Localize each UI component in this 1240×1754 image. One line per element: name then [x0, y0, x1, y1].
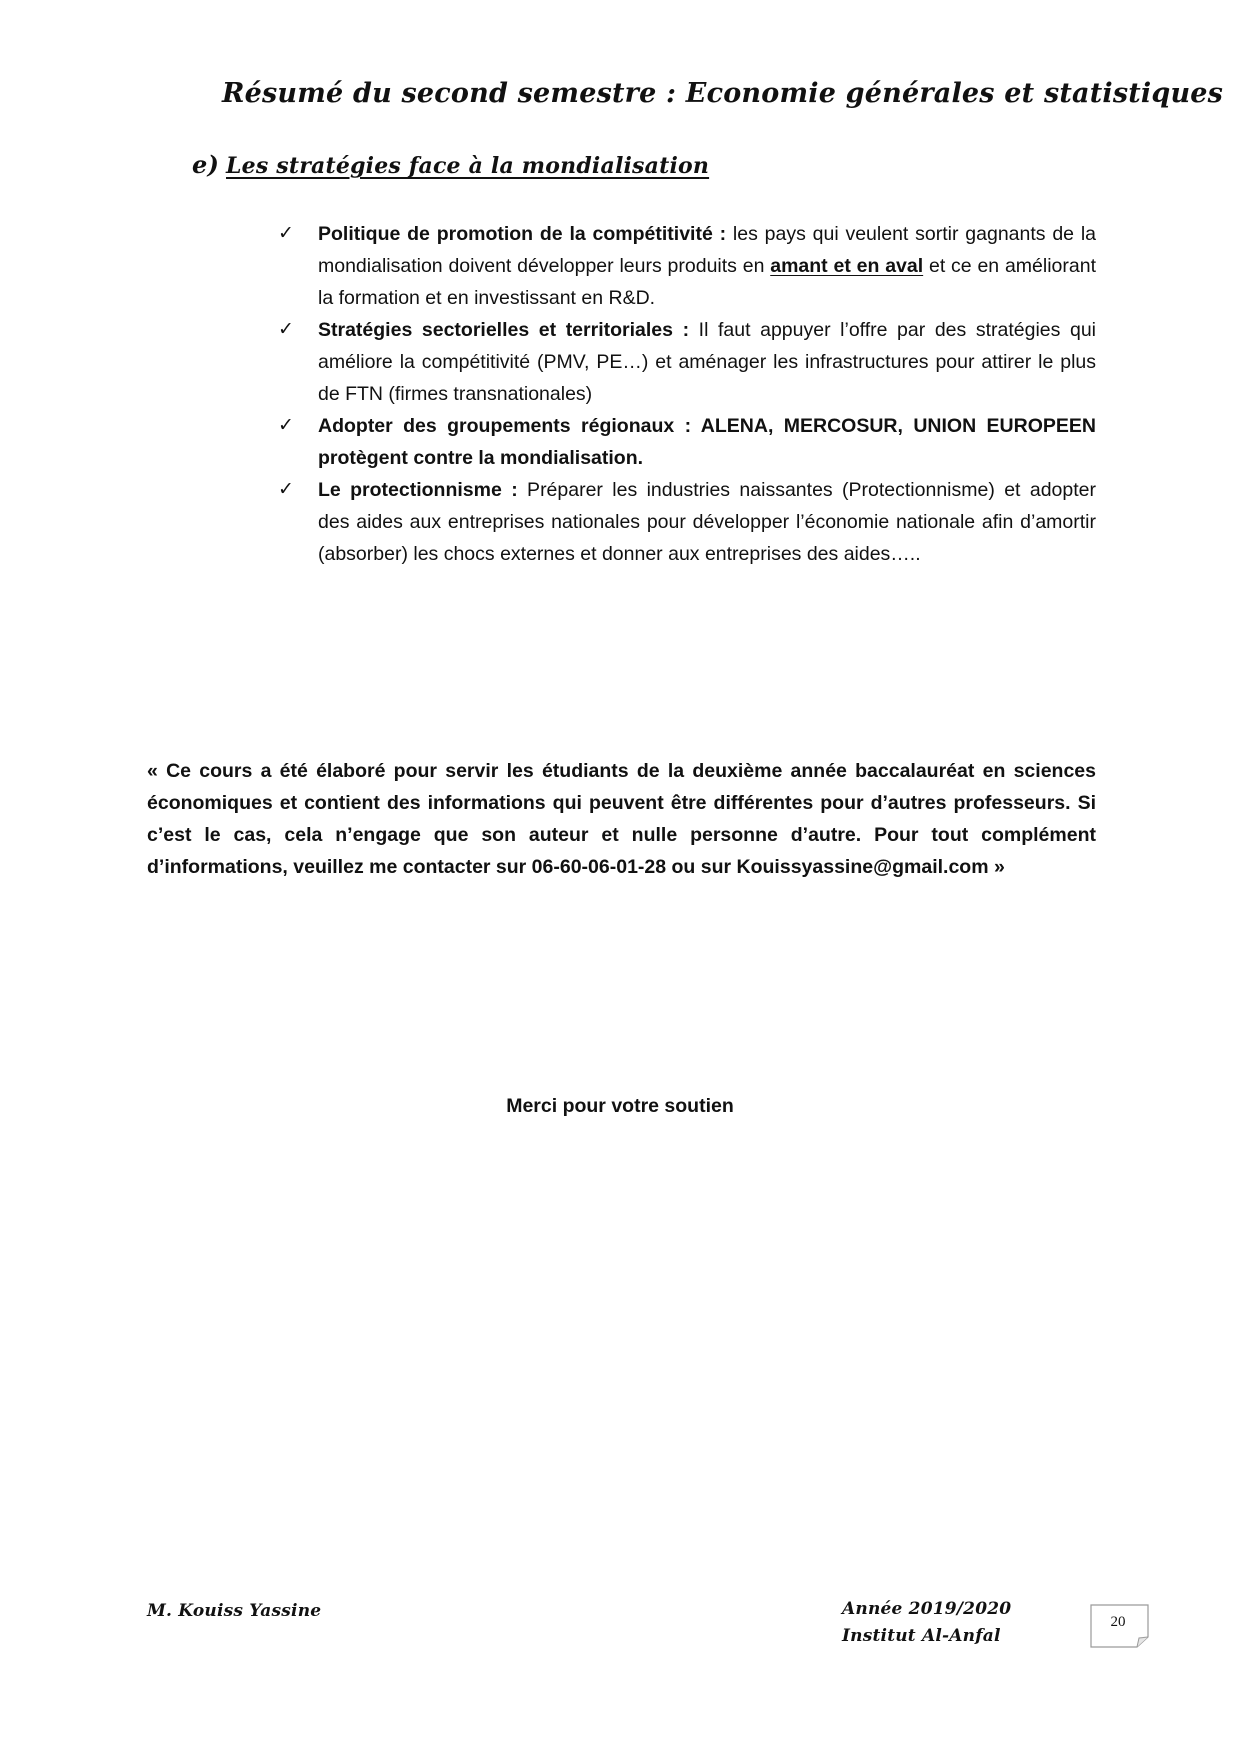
footer-right-block: [842, 1596, 1011, 1650]
bullet-lead: Stratégies sectorielles et territoriales :: [318, 319, 690, 341]
checkmark-icon: ✓: [278, 415, 294, 436]
list-item: [270, 314, 1096, 410]
page-number: 20: [1110, 1614, 1126, 1630]
checkmark-icon: ✓: [278, 319, 294, 340]
section-letter: e): [192, 150, 220, 179]
bullet-lead: Adopter des groupements régionaux : ALENA, MERCOSUR, UNION EUROPEEN protègent contre la mondialisation.: [318, 415, 1096, 469]
list-item: [270, 218, 1096, 314]
list-item: [270, 474, 1096, 570]
footer-institute: Institut Al-Anfal: [842, 1626, 1001, 1646]
section-title: Les stratégies face à la mondialisation: [226, 153, 710, 179]
bullet-lead: Politique de promotion de la compétitivité :: [318, 223, 727, 245]
section-heading: [192, 150, 709, 179]
document-title: Résumé du second semestre : Economie générales et statistiques: [222, 78, 1224, 109]
footer-year: Année 2019/2020: [842, 1599, 1012, 1619]
bullet-lead: Le protectionnisme :: [318, 479, 518, 501]
thanks-line: Merci pour votre soutien: [506, 1095, 734, 1117]
checkmark-icon: ✓: [278, 479, 294, 500]
bullet-text: et ce en améliorant la formation et en investissant en R&D.: [318, 255, 1096, 309]
bullet-emphasis: amant et en aval: [770, 255, 924, 277]
bullet-text: Il faut appuyer l’offre par des stratégies qui améliore la compétitivité (PMV, PE…) et aménager les infrastructures pour attirer le plus de FTN (firmes transnationales): [318, 319, 1096, 405]
strategy-list: [270, 218, 1096, 570]
checkmark-icon: ✓: [278, 223, 294, 244]
list-item: [270, 410, 1096, 474]
bullet-text: les pays qui veulent sortir gagnants de la mondialisation doivent développer leurs produits en: [318, 223, 1096, 277]
disclaimer-paragraph: « Ce cours a été élaboré pour servir les étudiants de la deuxième année baccalauréat en sciences économiques et contient des informations qui peuvent être différentes pour d’autres professeurs. Si c’est le cas, cela n’engage que son auteur et nulle personne d’autre. Pour tout complément d’informations, veuillez me contacter sur 06-60-06-01-28 ou sur Kouissyassine@gmail.com »: [147, 760, 1096, 878]
bullet-text: Préparer les industries naissantes (Protectionnisme) et adopter des aides aux entreprises nationales pour développer l’économie nationale afin d’amortir (absorber) les chocs externes et donner aux entreprises des aides…..: [318, 479, 1096, 565]
footer-author: M. Kouiss Yassine: [147, 1601, 322, 1621]
page-number-badge: [1090, 1604, 1150, 1648]
